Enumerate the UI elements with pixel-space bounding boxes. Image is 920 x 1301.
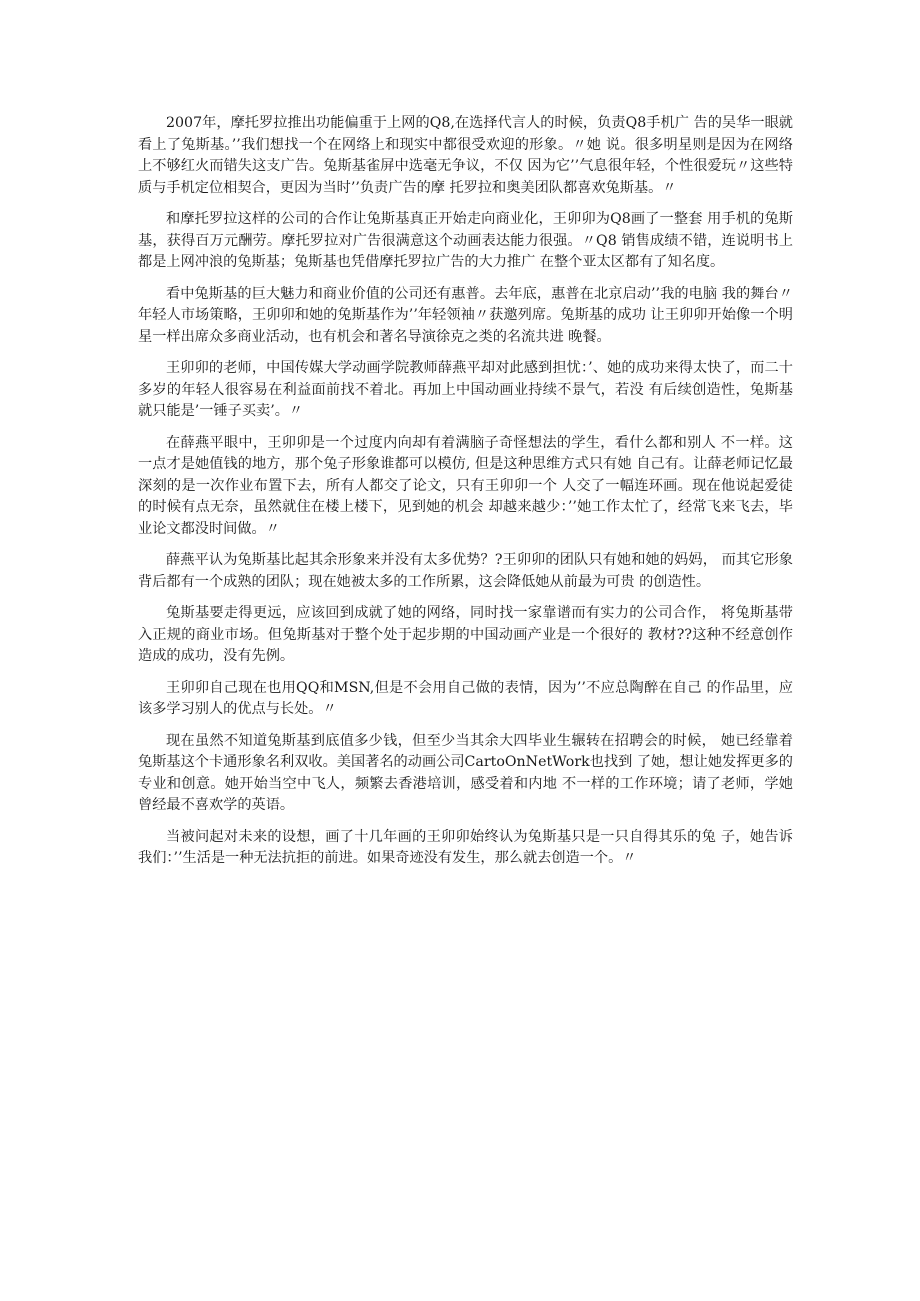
paragraph-3: 看中兔斯基的巨大魅力和商业价值的公司还有惠普。去年底，惠普在北京启动’’我的电脑 我的舞台〃年轻人市场策略，王卯卯和她的兔斯基作为’’年轻领袖〃获邀列席。兔斯基的成功 让王卯卯开始像一个明星一样出席众多商业活动，也有机会和著名导演徐克之类的名流共进 晚餐。 xyxy=(138,285,793,345)
paragraph-4: 王卯卯的老师，中国传媒大学动画学院教师薛燕平却对此感到担忧：’、她的成功来得太快了，而二十多岁的年轻人很容易在利益面前找不着北。再加上中国动画业持续不景气，若没 有后续创造性，兔斯基就只能是’一锤子买卖’。〃 xyxy=(138,360,793,419)
paragraph-6: 薛燕平认为兔斯基比起其余形象来并没有太多优势？?王卯卯的团队只有她和她的妈妈， 而其它形象背后都有一个成熟的团队；现在她被太多的工作所累，这会降低她从前最为可贵 的创造性。 xyxy=(138,552,793,590)
paragraph-2: 和摩托罗拉这样的公司的合作让兔斯基真正开始走向商业化，王卯卯为Q8画了一整套 用手机的兔斯基，获得百万元酬劳。摩托罗拉对广告很满意这个动画表达能力很强。〃Q8 销售成绩不错，连说明书上都是上网冲浪的兔斯基；兔斯基也凭借摩托罗拉广告的大力推广 在整个亚太区都有了知名度。 xyxy=(138,211,793,270)
paragraph-1: 2007年，摩托罗拉推出功能偏重于上网的Q8,在选择代言人的时候，负责Q8手机广 告的吴华一眼就看上了兔斯基。’’我们想找一个在网络上和现实中都很受欢迎的形象。〃她 说。很多明星则是因为在网络上不够红火而错失这支广告。兔斯基雀屏中选毫无争议，不仅 因为它’’气息很年轻，个性很爱玩〃这些特质与手机定位相契合，更因为当时’’负责广告的摩 托罗拉和奥美团队都喜欢兔斯基。〃 xyxy=(138,115,793,196)
paragraph-7: 兔斯基要走得更远，应该回到成就了她的网络，同时找一家靠谱而有实力的公司合作， 将兔斯基带入正规的商业市场。但兔斯基对于整个处于起步期的中国动画产业是一个很好的 教材??这种不经意创作造成的成功，没有先例。 xyxy=(138,605,793,664)
paragraph-5: 在薛燕平眼中，王卯卯是一个过度内向却有着满脑子奇怪想法的学生，看什么都和别人 不一样。这一点才是她值钱的地方，那个兔子形象谁都可以模仿, 但是这种思维方式只有她 自己有。让薛老师记忆最深刻的是一次作业布置下去，所有人都交了论文，只有王卯卯一个 人交了一幅连环画。现在他说起爱徒的时候有点无奈，虽然就住在楼上楼下，见到她的机会 却越来越少：’’她工作太忙了，经常飞来飞去，毕业论文都没时间做。〃 xyxy=(138,434,793,537)
document-body xyxy=(138,113,793,880)
paragraph-8: 王卯卯自己现在也用QQ和MSN,但是不会用自己做的表情，因为’’不应总陶醉在自己 的作品里，应该多学习别人的优点与长处。〃 xyxy=(138,679,793,717)
paragraph-10: 当被问起对未来的设想，画了十几年画的王卯卯始终认为兔斯基只是一只自得其乐的兔 子，她告诉我们：’’生活是一种无法抗拒的前进。如果奇迹没有发生，那么就去创造一个。〃 xyxy=(138,828,793,866)
paragraph-9: 现在虽然不知道兔斯基到底值多少钱，但至少当其余大四毕业生辗转在招聘会的时候， 她已经靠着兔斯基这个卡通形象名利双收。美国著名的动画公司CartoOnNetWork也找到 了她，想让她发挥更多的专业和创意。她开始当空中飞人，频繁去香港培训，感受着和内地 不一样的工作环境；请了老师，学她曾经最不喜欢学的英语。 xyxy=(138,732,793,813)
